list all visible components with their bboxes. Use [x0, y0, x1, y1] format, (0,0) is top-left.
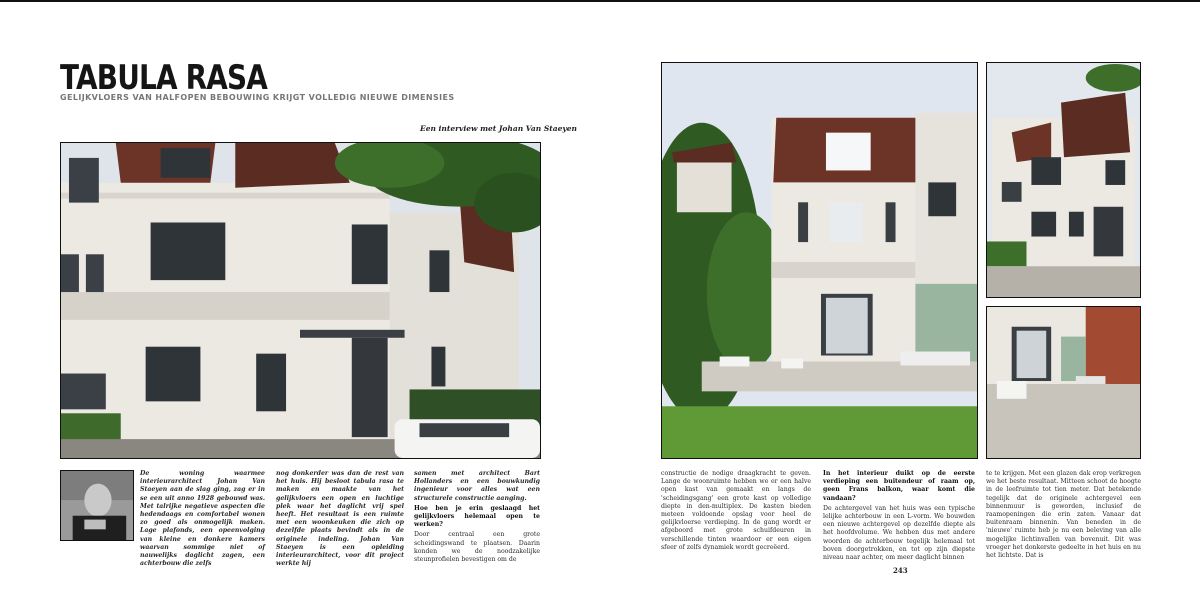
text-column-3: [414, 470, 540, 566]
text-column-4: [661, 470, 811, 554]
interview-answer-2-continued: te te krijgen. Met een glazen dak erop verkregen we het beste resultaat. Mitteen schoot de hoogte in de leefruimte tot tien meter. Dat betekende tegelijk dat de originele achtergevel een binnenmuur is geworden, inclusief de raamopeningen die erin zaten. Vanaar dat buitenraam binnenin. Van beneden in de 'nieuwe' ruimte heb je nu een beleving van alle mogelijke lichtinvallen van bovenuit. Dit was vroeger het donkerste gedeelte in het huis en nu het lichtste. Dat is: [986, 470, 1141, 560]
top-rule: [0, 0, 1200, 2]
text-column-1: [140, 470, 265, 570]
interview-answer-1-continued: constructie de nodige draagkracht te geven. Lange de woonruimte hebben we er een halve open kast van gemaakt en langs de 'scheidingsgang' een grote kast op volledige diepte in den-multiplex. De kasten bieden meteen voldoende opslag voor heel de gelijkvloerse verdieping. In de gang wordt er afgeboord met grote schuifdeuren in verschillende tinten waardoor er een eigen sfeer of zelfs dynamiek wordt gecreëerd.: [661, 470, 811, 551]
article-title: TABULA RASA: [60, 58, 268, 98]
interview-question-1: Hoe ben je erin geslaagd het gelijkvloers helemaal open te werken?: [414, 504, 540, 529]
text-column-6: [986, 470, 1141, 562]
front-facade-photo: [60, 142, 541, 459]
rear-facade-garden-photo: [661, 62, 978, 459]
article-subtitle: GELIJKVLOERS VAN HALFOPEN BEBOUWING KRIJGT VOLLEDIG NIEUWE DIMENSIES: [60, 93, 455, 102]
interview-answer-2: De achtergevel van het huis was een typische lelijke achterbouw in een L-vorm. We bouwden een nieuwe achtergevel op dezelfde diepte als het hoofdvolume. We hebben dus met andere woorden de achterbouw tegelijk helemaal tot boven doorgetrokken, en tot op zijn diepste niveau naar achter, om meer daglicht binnen: [823, 504, 975, 562]
text-column-5: [823, 470, 975, 564]
architect-portrait-photo: [60, 470, 134, 541]
intro-paragraph-end: samen met architect Bart Hollanders en een bouwkundig ingenieur voor alles wat een structurele constructie aanging.: [414, 470, 540, 502]
intro-paragraph-continued: nog donkerder was dan de rest van het huis. Hij besloot tabula rasa te maken en maakte van het gelijkvloers een open en luchtige plek waar het daglicht vrij spel heeft. Het resultaat is een ruimte met een woonkeuken die zich op dezelfde plaats bevindt als in de originele indeling. Johan Van Staeyen is een opleiding interieurarchitect, voor dit project werkte hij: [276, 470, 404, 568]
intro-paragraph: De woning waarmee interieurarchitect Johan Van Staeyen aan de slag ging, zag er in se een uit anno 1928 gebouwd was. Met talrijke negatieve aspecten die hedendaags en comfortabel wonen zo goed als onmogelijk maken. Lage plafonds, een opeenvolging van kleine en donkere kamers waarvan sommige niet of nauwelijks daglicht zagen, een achterbouw die zelfs: [140, 470, 265, 568]
street-facade-photo: [986, 62, 1141, 298]
article-byline: Een interview met Johan Van Staeyen: [420, 124, 577, 133]
interview-answer-1: Door centraal een grote scheidingswand te plaatsen. Daarin konden we de noodzakelijke steunprofielen bevestigen om de: [414, 531, 540, 564]
terrace-interior-photo: [986, 306, 1141, 459]
page-number: 243: [893, 566, 908, 575]
interview-question-2: In het interieur duikt op de eerste verdieping een buitendeur of raam op, geen Frans balkon, waar komt die vandaan?: [823, 470, 975, 502]
text-column-2: [276, 470, 404, 570]
